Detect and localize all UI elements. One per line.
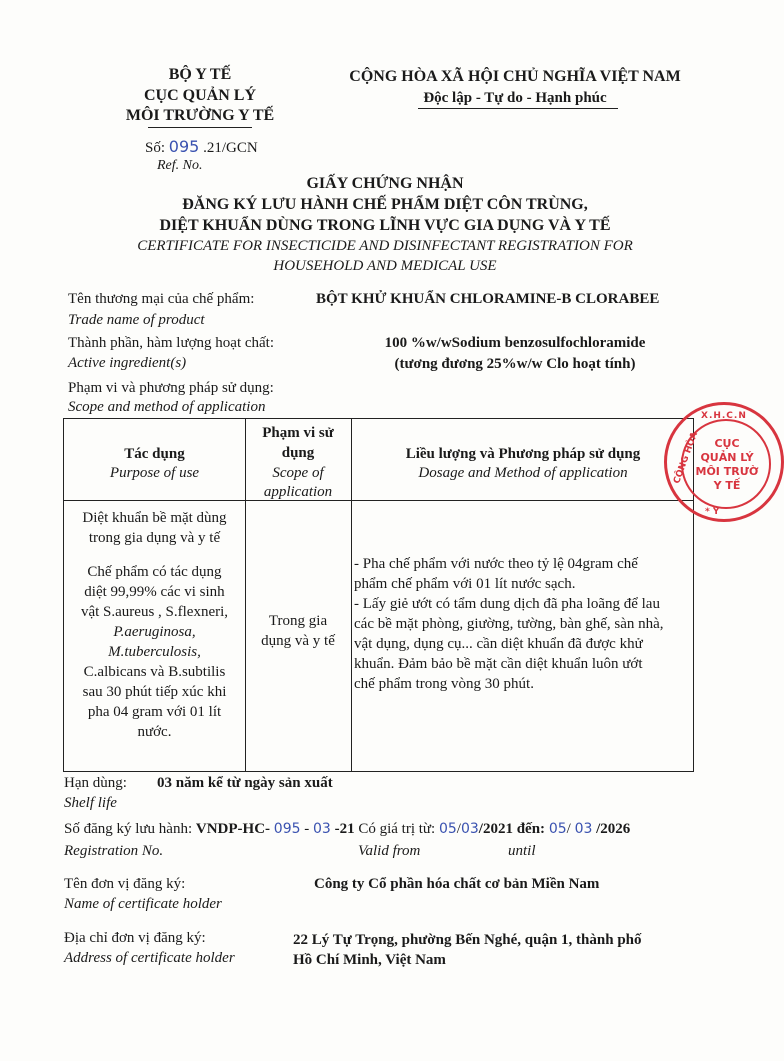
scope-cell-l2: dụng và y tế: [261, 633, 335, 649]
dosage-line: phẩm chế phẩm với 01 lít nước sạch.: [354, 576, 576, 592]
valid-from-month: 03: [460, 821, 479, 837]
official-seal: [664, 402, 784, 522]
registration-row: Số đăng ký lưu hành: VNDP-HC- 095 - 03 -21 Có giá trị từ: 05/03/2021 đến: 05/ 03 /2026: [64, 821, 631, 837]
purpose-line: M.tuberculosis,: [108, 644, 201, 660]
seal-center-l4: Y TẾ: [713, 479, 741, 492]
registration-code-prefix: VNDP-HC-: [195, 821, 271, 837]
shelf-life-value: 03 năm kể từ ngày sản xuất: [157, 775, 333, 791]
scope-label-en: Scope and method of application: [68, 399, 266, 415]
title-line2: ĐĂNG KÝ LƯU HÀNH CHẾ PHẨM DIỆT CÔN TRÙNG,: [182, 196, 588, 213]
table-header-divider: [64, 500, 693, 501]
ingredient-label-en: Active ingredient(s): [68, 355, 187, 371]
purpose-cell: [64, 508, 245, 742]
col2-header-l1: Phạm vi sử: [262, 425, 334, 441]
purpose-line: trong gia dụng và y tế: [88, 530, 221, 546]
republic-title: CỘNG HÒA XÃ HỘI CHỦ NGHĨA VIỆT NAM: [349, 68, 681, 85]
number-suffix: .21/GCN: [203, 140, 258, 156]
col2-header-l2: dụng: [281, 445, 315, 461]
title-en-line2: HOUSEHOLD AND MEDICAL USE: [273, 258, 497, 274]
seal-bottom-text: * Y: [705, 507, 720, 517]
dosage-line: các bề mặt phòng, giường, tường, bàn ghế, sàn nhà,: [354, 616, 664, 632]
valid-from-year: /2021: [478, 821, 513, 837]
registration-code-suffix: -21: [334, 821, 355, 837]
number-prefix: Số:: [145, 140, 166, 156]
valid-to-day: 05: [548, 821, 567, 837]
holder-label-en: Name of certificate holder: [64, 896, 222, 912]
scope-label: Phạm vi và phương pháp sử dụng:: [68, 380, 274, 396]
registration-code-hand1: 095: [273, 821, 301, 837]
motto-underline: [418, 108, 618, 109]
scope-table: [63, 418, 694, 772]
shelf-life-label-en: Shelf life: [64, 795, 117, 811]
department-line1: CỤC QUẢN LÝ: [144, 87, 256, 104]
trade-name-label-en: Trade name of product: [68, 312, 205, 328]
address-value-line1: 22 Lý Tự Trọng, phường Bến Nghé, quận 1, thành phố: [293, 932, 642, 948]
dosage-line: chế phẩm trong vòng 30 phút.: [354, 676, 534, 692]
ingredient-value-line1: 100 %w/wSodium benzosulfochloramide: [384, 335, 646, 351]
col1-header-en: Purpose of use: [109, 465, 200, 481]
valid-until-label: đến:: [516, 821, 546, 837]
col2-header-en-l2: application: [263, 484, 333, 500]
valid-from-label: Có giá trị từ:: [358, 821, 436, 837]
dosage-line: khuẩn. Đảm bảo bề mặt cần diệt khuẩn luôn ướt: [354, 656, 643, 672]
ingredient-value-line2: (tương đương 25%w/w Clo hoạt tính): [394, 356, 636, 372]
valid-from-day: 05: [438, 821, 457, 837]
seal-center-l2: QUẢN LÝ: [700, 451, 754, 464]
number-handwritten: 095: [168, 137, 200, 156]
registration-label: Số đăng ký lưu hành:: [64, 821, 193, 837]
purpose-line: pha 04 gram với 01 lít: [87, 704, 222, 720]
address-label: Địa chỉ đơn vị đăng ký:: [64, 930, 206, 946]
col1-header: Tác dụng: [124, 446, 185, 462]
title-line3: DIỆT KHUẨN DÙNG TRONG LĨNH VỰC GIA DỤNG VÀ Y TẾ: [159, 217, 611, 234]
purpose-line: P.aeruginosa,: [113, 624, 196, 640]
ministry-name: BỘ Y TẾ: [168, 66, 232, 83]
header-left-underline: [148, 127, 252, 128]
purpose-line: sau 30 phút tiếp xúc khi: [82, 684, 227, 700]
purpose-line: C.albicans và B.subtilis: [83, 664, 226, 680]
title-en-line1: CERTIFICATE FOR INSECTICIDE AND DISINFECTANT REGISTRATION FOR: [137, 238, 633, 254]
scope-cell-l1: Trong gia: [268, 613, 328, 629]
ingredient-label: Thành phần, hàm lượng hoạt chất:: [68, 335, 275, 351]
purpose-line: Diệt khuẩn bề mặt dùng: [82, 510, 227, 526]
ref-no-label: Ref. No.: [157, 158, 203, 173]
title-line1: GIẤY CHỨNG NHẬN: [306, 175, 464, 192]
seal-ring-text: X.H.C.N: [701, 411, 747, 421]
purpose-line: diệt 99,99% các vi sinh: [84, 584, 225, 600]
registration-code-hand2: 03: [313, 821, 331, 837]
seal-center-l3: MÔI TRƯỜ: [695, 465, 759, 478]
dosage-line: - Pha chế phẩm với nước theo tỷ lệ 04gram chế: [354, 556, 638, 572]
registration-label-en: Registration No.: [64, 843, 164, 859]
trade-name-label: Tên thương mại của chế phẩm:: [68, 291, 255, 307]
national-motto: Độc lập - Tự do - Hạnh phúc: [423, 90, 607, 106]
valid-to-year: /2026: [596, 821, 631, 837]
trade-name-value: BỘT KHỬ KHUẨN CHLORAMINE-B CLORABEE: [316, 291, 660, 307]
holder-value: Công ty Cổ phần hóa chất cơ bản Miền Nam: [314, 876, 600, 892]
valid-from-label-en: Valid from: [358, 843, 421, 859]
purpose-spacer: [64, 548, 245, 562]
registration-code-sep: -: [304, 821, 310, 837]
dosage-line: vật dụng, dụng cụ... cần diệt khuẩn đã được khử: [354, 636, 643, 652]
address-value-line2: Hồ Chí Minh, Việt Nam: [293, 952, 446, 968]
department-line2: MÔI TRƯỜNG Y TẾ: [125, 107, 275, 124]
seal-left-ring-text: CỘNG HÒA: [672, 430, 701, 486]
dosage-cell: [354, 554, 694, 694]
dosage-line: - Lấy giẻ ướt có tẩm dung dịch đã pha loãng để lau: [354, 596, 660, 612]
purpose-line: nước.: [137, 724, 172, 740]
holder-label: Tên đơn vị đăng ký:: [64, 876, 186, 892]
col3-header-en: Dosage and Method of application: [418, 465, 628, 481]
shelf-life-label: Hạn dùng:: [64, 775, 127, 791]
col3-header: Liều lượng và Phương pháp sử dụng: [405, 446, 641, 462]
col2-header-en-l1: Scope of: [272, 465, 324, 481]
certificate-number: [145, 137, 258, 157]
purpose-line: vật S.aureus , S.flexneri,: [80, 604, 229, 620]
seal-center-l1: CỤC: [714, 437, 740, 450]
valid-to-month: 03: [574, 821, 593, 837]
until-label-en: until: [508, 843, 536, 859]
address-label-en: Address of certificate holder: [64, 950, 235, 966]
purpose-line: Chế phẩm có tác dụng: [87, 564, 222, 580]
